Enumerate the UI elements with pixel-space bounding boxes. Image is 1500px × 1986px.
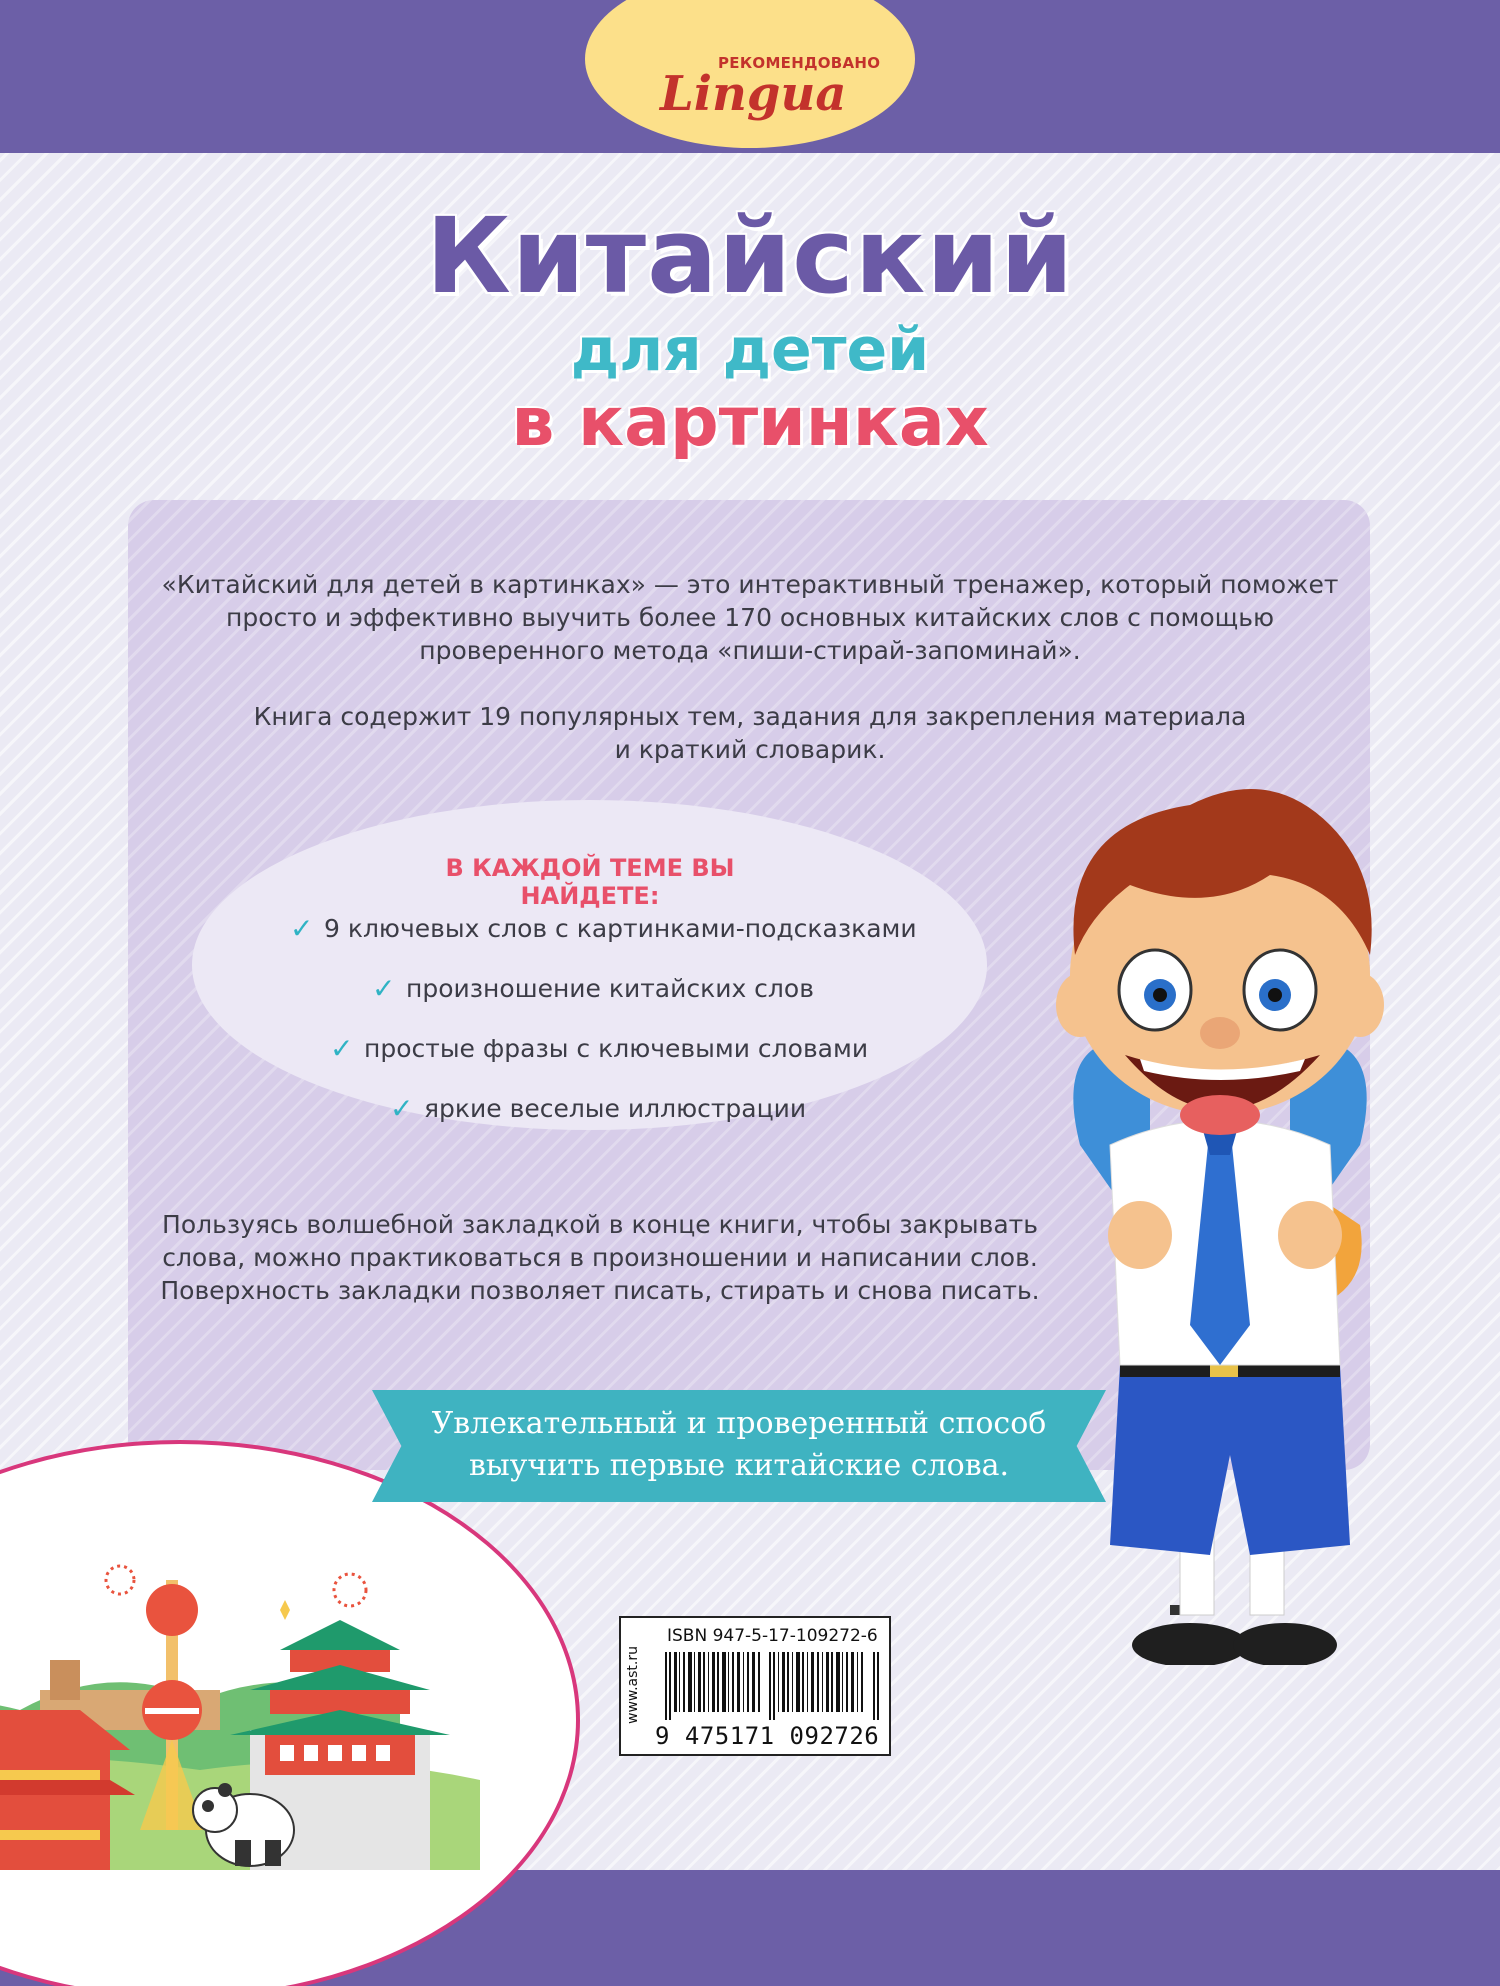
check-icon: ✓ — [390, 1091, 414, 1125]
contents-line: и краткий словарик. — [614, 735, 886, 764]
feature-item — [290, 911, 917, 945]
barcode-block — [619, 1616, 891, 1756]
title-in-pictures: в картинках — [511, 383, 989, 462]
badge-recommended-text: РЕКОМЕНДОВАНО — [718, 54, 881, 72]
feature-label: яркие веселые иллюстрации — [424, 1094, 807, 1123]
barcode-number: 9 475171 092726 — [655, 1722, 880, 1750]
feature-label: произношение китайских слов — [406, 974, 814, 1003]
barcode-bars — [665, 1652, 881, 1720]
features-ellipse — [192, 800, 987, 1130]
isbn-text: ISBN 947-5-17-109272-6 — [667, 1626, 878, 1646]
publisher-site: www.ast.ru — [625, 1646, 641, 1724]
feature-label: простые фразы с ключевыми словами — [364, 1034, 869, 1063]
contents-paragraph — [150, 700, 1350, 766]
bookmark-line: слова, можно практиковаться в произношении и написании слов. — [162, 1243, 1038, 1272]
feature-item — [390, 1091, 807, 1125]
slogan-line: выучить первые китайские слова. — [468, 1448, 1009, 1483]
feature-item — [372, 971, 814, 1005]
title-for-kids: для детей — [570, 315, 930, 385]
slogan-line: Увлекательный и проверенный способ — [431, 1406, 1047, 1441]
description-line: «Китайский для детей в картинках» — это интерактивный тренажер, который поможет — [161, 570, 1339, 599]
bookmark-line: Пользуясь волшебной закладкой в конце книги, чтобы закрывать — [162, 1210, 1038, 1239]
description-line: просто и эффективно выучить более 170 основных китайских слов с помощью — [226, 603, 1274, 632]
description-paragraph — [150, 568, 1350, 667]
bookmark-paragraph — [150, 1208, 1050, 1307]
bookmark-line: Поверхность закладки позволяет писать, стирать и снова писать. — [160, 1276, 1040, 1305]
feature-label: 9 ключевых слов с картинками-подсказками — [324, 914, 917, 943]
slogan-text — [372, 1403, 1106, 1487]
check-icon: ✓ — [330, 1031, 354, 1065]
feature-item — [330, 1031, 869, 1065]
check-icon: ✓ — [290, 911, 314, 945]
check-icon: ✓ — [372, 971, 396, 1005]
city-illustration-drawing — [0, 1540, 600, 1870]
schoolboy-illustration — [1020, 765, 1420, 1665]
title-chinese: Китайский — [425, 195, 1075, 317]
description-line: проверенного метода «пиши-стирай-запоминай». — [419, 636, 1081, 665]
badge-lingua-logo: Lingua — [660, 66, 847, 122]
features-heading: В КАЖДОЙ ТЕМЕ ВЫ НАЙДЕТЕ: — [445, 854, 735, 910]
contents-line: Книга содержит 19 популярных тем, задания для закрепления материала — [253, 702, 1247, 731]
